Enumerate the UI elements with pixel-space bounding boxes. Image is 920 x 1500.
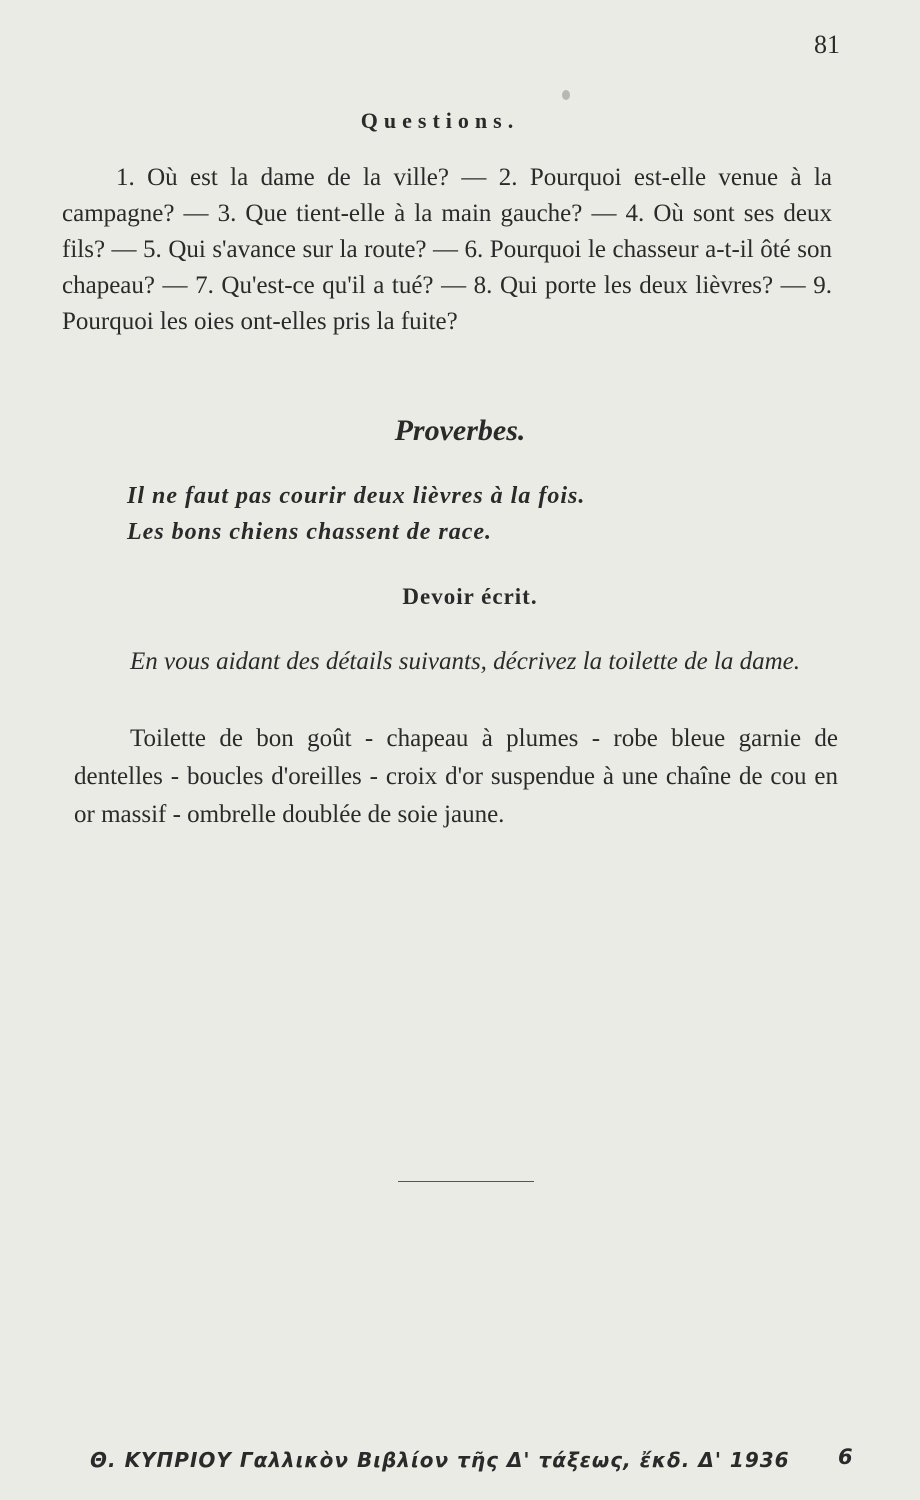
ink-smudge — [562, 90, 570, 100]
section-divider — [398, 1181, 534, 1182]
questions-heading: Questions. — [360, 108, 520, 133]
proverb-item: Il ne faut pas courir deux lièvres à la fois. — [127, 483, 586, 509]
proverb-item: Les bons chiens chassent de race. — [127, 519, 492, 545]
page-number: 81 — [814, 30, 840, 59]
footer-imprint: Θ. ΚΥΠΡΙΟΥ Γαλλικὸν Βιβλίον τῆς Δ' τάξεως, ἔκδ. Δ' 1936 — [90, 1448, 790, 1472]
questions-text: 1. Où est la dame de la ville? — 2. Pourquoi est-elle venue à la campagne? — 3. Que tient-elle à la main gauche? — 4. Où sont ses deux fils? — 5. Qui s'avance sur la route? — 6. Pourquoi le chasseur a-t-il ôté son chapeau? — 7. Qu'est-ce qu'il a tué? — 8. Qui porte les deux lièvres? — 9. Pourquoi les oies ont-elles pris la fuite? — [62, 164, 832, 335]
devoir-heading: Devoir écrit. — [402, 584, 538, 609]
proverbs-heading: Proverbes. — [394, 414, 526, 447]
signature-mark: 6 — [838, 1445, 853, 1469]
devoir-text: Toilette de bon goût - chapeau à plumes - robe bleue garnie de dentelles - boucles d'oreilles - croix d'or suspendue à une chaîne de cou en or massif - ombrelle doublée de soie jaune. — [74, 725, 838, 828]
devoir-instruction: En vous aidant des détails suivants, décrivez la toilette de la dame. — [130, 648, 801, 675]
proverbs-list — [127, 478, 827, 550]
